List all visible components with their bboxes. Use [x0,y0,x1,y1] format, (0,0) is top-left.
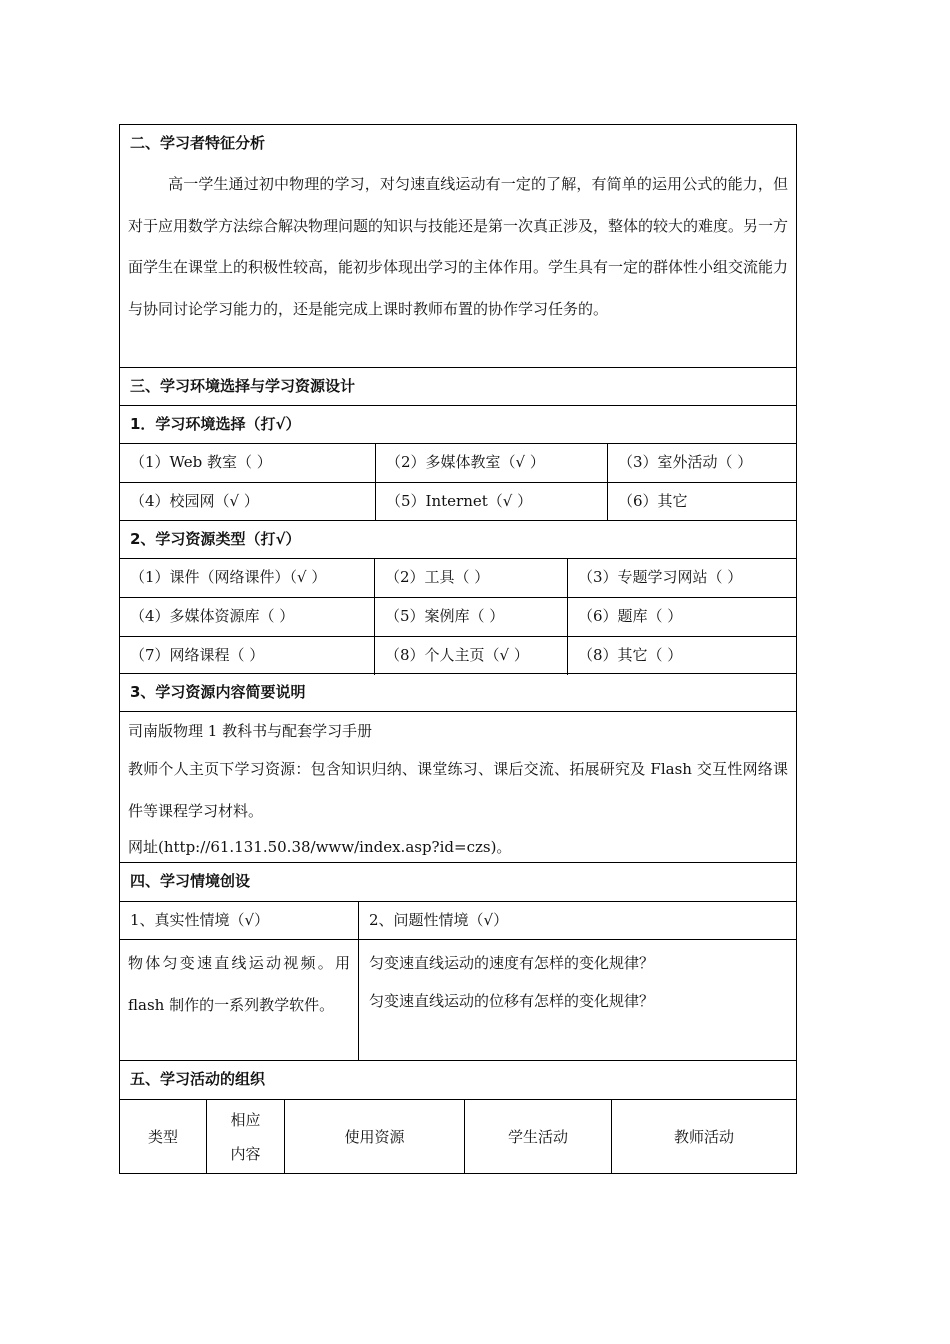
section-title: 五、学习活动的组织 [130,1070,266,1088]
resource-desc-subheader [119,673,797,711]
learner-analysis-section [119,124,797,367]
type-option: （7）网络课程（ ） [130,646,265,664]
scenario-section-header [119,862,797,901]
subsection-title: 1．学习环境选择（打√） [130,415,301,433]
problem-scenario-label: 2、问题性情境（√） [369,911,509,929]
problem-scenario-questions [359,940,796,1060]
learner-analysis-paragraph: 高一学生通过初中物理的学习，对匀速直线运动有一定的了解，有简单的运用公式的能力，但对于应用数学方法综合解决物理问题的知识与技能还是第一次真正涉及，整体的较大的难度。另一方面学生在课堂上的积极性较高，能初步体现出学习的主体作用。学生具有一定的群体性小组交流能力与协同讨论学习能力的，还是能完成上课时教师布置的协作学习任务的。 [128,175,789,318]
type-option: （4）多媒体资源库（ ） [130,607,295,625]
env-option: （6）其它 [607,483,796,521]
section-title: 二、学习者特征分析 [130,134,266,152]
section-title: 四、学习情境创设 [130,872,251,890]
col-student-activity: 学生活动 [464,1100,611,1174]
col-content-line1: 相应 [230,1111,261,1129]
desc-homepage-resources: 教师个人主页下学习资源：包含知识归纳、课堂练习、课后交流、拓展研究及 Flash 交互性网络课件等课程学习材料。 [128,760,788,820]
resource-types-grid [119,558,797,673]
type-option: （1）课件（网络课件）（√ ） [130,568,327,586]
env-subheader [119,405,797,443]
types-subheader [119,520,797,558]
environment-section-header [119,367,797,405]
env-option: （5）Internet（√ ） [375,483,607,521]
type-option: （8）其它（ ） [567,637,796,675]
desc-textbook: 司南版物理 1 教科书与配套学习手册 [128,722,373,740]
type-option: （2）工具（ ） [374,559,567,597]
question-displacement: 匀变速直线运动的位移有怎样的变化规律？ [369,992,655,1010]
col-content [206,1100,284,1174]
col-type: 类型 [147,1128,178,1146]
question-velocity: 匀变速直线运动的速度有怎样的变化规律？ [369,954,655,972]
subsection-title: 3、学习资源内容简要说明 [130,683,306,701]
env-option: （3）室外活动（ ） [607,444,796,482]
col-teacher-activity: 教师活动 [611,1100,796,1174]
env-option: （2）多媒体教室（√ ） [375,444,607,482]
env-option: （4）校园网（√ ） [130,492,259,510]
activity-table-header [119,1099,797,1174]
subsection-title: 2、学习资源类型（打√） [130,530,301,548]
resource-description [119,711,797,862]
col-resources: 使用资源 [284,1100,464,1174]
desc-url: 网址(http://61.131.50.38/www/index.asp?id=czs)。 [128,838,512,856]
env-grid [119,443,797,520]
col-content-line2: 内容 [230,1145,261,1163]
section-title: 三、学习环境选择与学习资源设计 [130,377,356,395]
type-option: （3）专题学习网站（ ） [567,559,796,597]
realistic-scenario-text: 物体匀变速直线运动视频。用 flash 制作的一系列教学软件。 [120,940,359,1060]
activity-section-header [119,1060,797,1099]
scenario-heads [119,901,797,939]
type-option: （5）案例库（ ） [374,598,567,636]
type-option: （6）题库（ ） [567,598,796,636]
scenario-bodies [119,939,797,1060]
realistic-scenario-label: 1、真实性情境（√） [120,902,359,940]
env-option: （1）Web 教室（ ） [130,453,272,471]
type-option: （8）个人主页（√ ） [374,637,567,675]
